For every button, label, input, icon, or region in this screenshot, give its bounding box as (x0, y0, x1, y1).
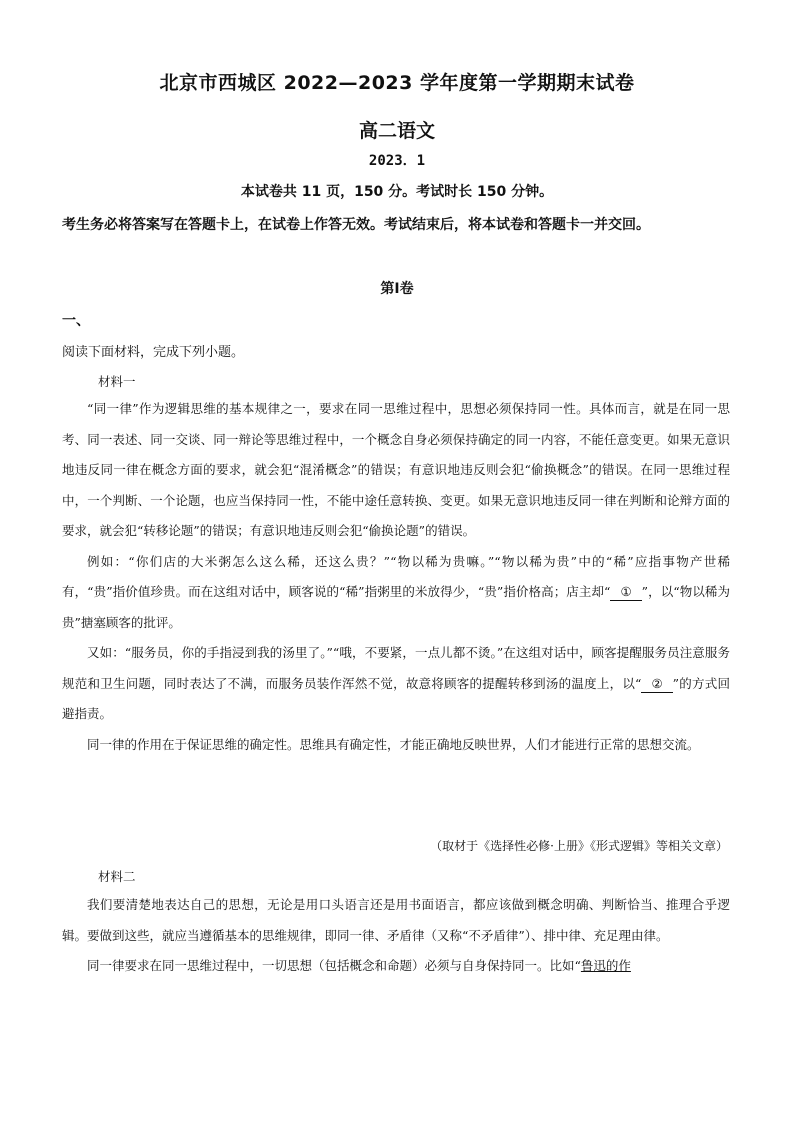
material1-paragraph-3-tail: ”的方式回避指责。 (62, 675, 730, 721)
material2-paragraph-2-text: 同一律要求在同一思维过程中，一切思想（包括概念和命题）必须与自身保持同一。比如“ (87, 958, 581, 973)
material1-body (62, 394, 730, 760)
section-number: 一、 (62, 313, 90, 329)
material2-paragraph-2 (62, 951, 730, 982)
material1-paragraph-2 (62, 547, 730, 639)
exam-meta: 本试卷共 11 页，150 分。考试时长 150 分钟。 (240, 184, 554, 200)
material2-label: 材料二 (98, 869, 136, 884)
blank-2: ② (641, 676, 672, 693)
material2-paragraph-2-underlined: 鲁迅的作 (580, 958, 631, 973)
exam-title: 北京市西城区 2022—2023 学年度第一学期期末试卷 (159, 72, 635, 94)
material1-label: 材料一 (98, 374, 136, 389)
material2-paragraph-1: 我们要清楚地表达自己的思想，无论是用口头语言还是用书面语言，都应该做到概念明确、判断恰当、推理合乎逻辑。要做到这些，就应当遵循基本的思维规律，即同一律、矛盾律（又称“不矛盾律”）、排中律、充足理由律。 (62, 897, 730, 943)
exam-subject: 高二语文 (358, 120, 435, 142)
blank-1: ① (610, 584, 641, 601)
exam-notice: 考生务必将答案写在答题卡上，在试卷上作答无效。考试结束后，将本试卷和答题卡一并交回。 (62, 217, 650, 233)
material1-paragraph-3 (62, 638, 730, 730)
section-instruction: 阅读下面材料，完成下列小题。 (62, 345, 245, 360)
material1-paragraph-2-text: 例如：“你们店的大米粥怎么这么稀，还这么贵？”“物以稀为贵嘛。”“物以稀为贵”中的“稀”应指事物产世稀有，“贵”指价值珍贵。而在这组对话中，顾客说的“稀”指粥里的米放得少，“贵”指价格高；店主却“ (62, 553, 730, 599)
exam-date: 2023．1 (368, 153, 426, 169)
volume-heading: 第Ⅰ卷 (380, 281, 414, 297)
material1-paragraph-3-text: 又如：“服务员，你的手指浸到我的汤里了。”“哦，不要紧，一点儿都不烫。”在这组对话中，顾客提醒服务员注意服务规范和卫生问题，同时表达了不满，而服务员装作浑然不觉，故意将顾客的提醒转移到汤的温度上，以“ (62, 645, 730, 691)
material2-body (62, 890, 730, 982)
material1-paragraph-4: 同一律的作用在于保证思维的确定性。思维具有确定性，才能正确地反映世界，人们才能进行正常的思想交流。 (87, 736, 700, 752)
material1-paragraph-1: “同一律”作为逻辑思维的基本规律之一，要求在同一思维过程中，思想必须保持同一性。具体而言，就是在同一思考、同一表述、同一交谈、同一辩论等思维过程中，一个概念自身必须保持确定的同一内容，不能任意变更。如果无意识地违反同一律在概念方面的要求，就会犯“混淆概念”的错误；有意识地违反则会犯“偷换概念”的错误。在同一思维过程中，一个判断、一个论题，也应当保持同一性，不能中途任意转换、变更。如果无意识地违反同一律在判断和论辩方面的要求，就会犯“转移论题”的错误；有意识地违反则会犯“偷换论题”的错误。 (62, 401, 730, 538)
material1-paragraph-2-tail: ”，以“物以稀为贵”搪塞顾客的批评。 (62, 584, 730, 630)
material1-source: （取材于《选择性必修·上册》《形式逻辑》等相关文章） (430, 839, 728, 853)
